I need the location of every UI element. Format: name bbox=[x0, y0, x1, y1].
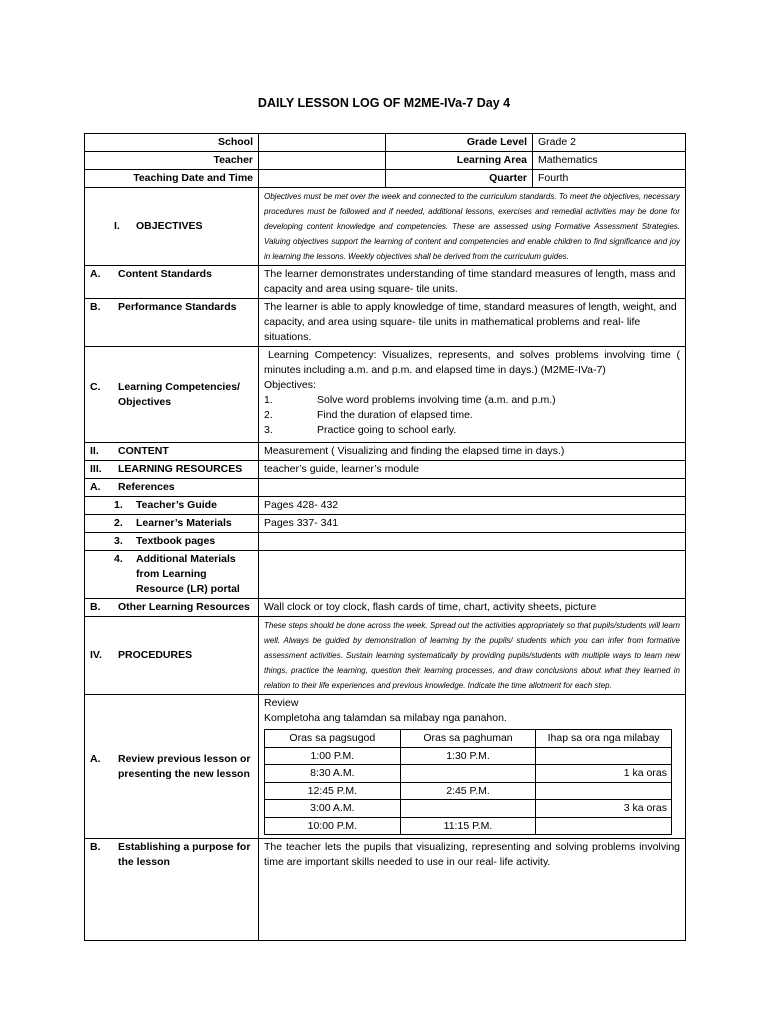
content-standards-row bbox=[85, 266, 686, 299]
performance-standards-number: B. bbox=[90, 301, 101, 313]
learning-resources-number: III. bbox=[90, 463, 102, 475]
elapsed-time-header-row bbox=[265, 730, 672, 748]
start-time-cell: 12:45 P.M. bbox=[265, 782, 401, 800]
start-time-cell: 10:00 P.M. bbox=[265, 817, 401, 835]
school-value bbox=[259, 134, 386, 152]
purpose-text: The teacher lets the pupils that visualizing, representing and solving problems involving time are important skills needed to use in our real- life activity. bbox=[259, 839, 686, 941]
quarter-value: Fourth bbox=[533, 170, 686, 188]
grade-level-label: Grade Level bbox=[386, 134, 533, 152]
references-number: A. bbox=[90, 481, 101, 493]
objectives-number: I. bbox=[114, 220, 120, 232]
competencies-row bbox=[85, 347, 686, 443]
objective-item-text: Solve word problems involving time (a.m. and p.m.) bbox=[317, 394, 556, 406]
lesson-log-table bbox=[84, 133, 686, 941]
reference-number: 1. bbox=[114, 499, 123, 511]
other-resources-number: B. bbox=[90, 601, 101, 613]
page-title: DAILY LESSON LOG OF M2ME-IVa-7 Day 4 bbox=[257, 96, 511, 110]
header-row-teacher bbox=[85, 152, 686, 170]
reference-number: 3. bbox=[114, 535, 123, 547]
competencies-label bbox=[85, 347, 259, 443]
teaching-date-label: Teaching Date and Time bbox=[85, 170, 259, 188]
reference-heading: Textbook pages bbox=[136, 535, 216, 547]
learning-area-value: Mathematics bbox=[533, 152, 686, 170]
learning-resources-text: teacher’s guide, learner’s module bbox=[259, 461, 686, 479]
start-time-cell: 1:00 P.M. bbox=[265, 747, 401, 765]
reference-label bbox=[85, 533, 259, 551]
reference-number: 2. bbox=[114, 517, 123, 529]
objectives-list-label: Objectives: bbox=[264, 379, 316, 391]
purpose-number: B. bbox=[90, 841, 101, 853]
competencies-content bbox=[259, 347, 686, 443]
column-header-end: Oras sa paghuman bbox=[400, 730, 536, 748]
end-time-cell bbox=[400, 800, 536, 818]
elapsed-cell bbox=[536, 747, 672, 765]
quarter-label: Quarter bbox=[386, 170, 533, 188]
reference-value bbox=[259, 551, 686, 599]
references-value bbox=[259, 479, 686, 497]
school-label: School bbox=[85, 134, 259, 152]
reference-label bbox=[85, 551, 259, 599]
reference-value: Pages 428- 432 bbox=[259, 497, 686, 515]
additional-materials-line1: Additional Materials bbox=[136, 553, 236, 565]
learning-resources-heading: LEARNING RESOURCES bbox=[118, 463, 243, 475]
objective-item bbox=[264, 393, 680, 408]
competencies-heading bbox=[118, 380, 240, 410]
elapsed-cell: 3 ka oras bbox=[536, 800, 672, 818]
content-standards-heading: Content Standards bbox=[118, 268, 212, 280]
reference-label bbox=[85, 497, 259, 515]
header-row-date bbox=[85, 170, 686, 188]
end-time-cell: 11:15 P.M. bbox=[400, 817, 536, 835]
content-standards-number: A. bbox=[90, 268, 101, 280]
objective-item bbox=[264, 408, 680, 423]
reference-value: Pages 337- 341 bbox=[259, 515, 686, 533]
review-heading-line2: presenting the new lesson bbox=[118, 767, 250, 780]
review-title: Review bbox=[264, 697, 299, 709]
objective-item-number: 2. bbox=[264, 409, 273, 421]
header-row-school bbox=[85, 134, 686, 152]
objective-item-text: Practice going to school early. bbox=[317, 424, 457, 436]
procedures-label bbox=[85, 617, 259, 695]
start-time-cell: 3:00 A.M. bbox=[265, 800, 401, 818]
content-standards-text: The learner demonstrates understanding of time standard measures of length, mass and capacity and area using square- tile units. bbox=[259, 266, 686, 299]
competencies-number: C. bbox=[90, 380, 101, 393]
teaching-date-value bbox=[259, 170, 386, 188]
grade-level-value: Grade 2 bbox=[533, 134, 686, 152]
competency-text: Learning Competency: Visualizes, represents, and solves problems involving time ( minutes including a.m. and p.m. and elapsed time in days.) (M2ME-IVa-7) bbox=[264, 349, 680, 376]
table-row bbox=[265, 765, 672, 783]
content-heading: CONTENT bbox=[118, 445, 169, 457]
objectives-row bbox=[85, 188, 686, 266]
performance-standards-text: The learner is able to apply knowledge of time, standard measures of length, weight, and capacity, and area using square- tile units in mathematical problems and real- life situations. bbox=[259, 299, 686, 347]
elapsed-time-table bbox=[264, 729, 672, 835]
competencies-heading-line2: Objectives bbox=[118, 395, 172, 408]
additional-materials-line2: from Learning bbox=[136, 568, 207, 580]
learning-resources-row bbox=[85, 461, 686, 479]
purpose-heading bbox=[118, 840, 250, 870]
objectives-heading: OBJECTIVES bbox=[136, 220, 203, 232]
purpose-label bbox=[85, 839, 259, 941]
purpose-heading-line2: the lesson bbox=[118, 856, 170, 868]
content-text: Measurement ( Visualizing and finding the elapsed time in days.) bbox=[259, 443, 686, 461]
learning-resources-label bbox=[85, 461, 259, 479]
procedures-row bbox=[85, 617, 686, 695]
start-time-cell: 8:30 A.M. bbox=[265, 765, 401, 783]
procedures-note: These steps should be done across the week. Spread out the activities appropriately so that pupils/students will learn well. Always be guided by demonstration of learning by the pupils/ students which you can infer from formative assessment activities. Sustain learning systematically by providing pupils/students with multiple ways to learn new things, practice the learning, question their learning processes, and draw conclusions about what they learned in relation to their life experiences and previous knowledge. Indicate the time allotment for each step. bbox=[259, 617, 686, 695]
review-label bbox=[85, 695, 259, 839]
objective-item-number: 1. bbox=[264, 394, 273, 406]
reference-heading: Teacher’s Guide bbox=[136, 499, 217, 511]
review-heading bbox=[118, 752, 250, 782]
content-row bbox=[85, 443, 686, 461]
performance-standards-row bbox=[85, 299, 686, 347]
table-row bbox=[265, 817, 672, 835]
objective-item bbox=[264, 423, 680, 438]
end-time-cell: 2:45 P.M. bbox=[400, 782, 536, 800]
references-label bbox=[85, 479, 259, 497]
reference-value bbox=[259, 533, 686, 551]
review-heading-line1: Review previous lesson or bbox=[118, 752, 251, 765]
other-resources-row bbox=[85, 599, 686, 617]
column-header-start: Oras sa pagsugod bbox=[265, 730, 401, 748]
elapsed-cell bbox=[536, 782, 672, 800]
reference-label bbox=[85, 515, 259, 533]
procedures-heading: PROCEDURES bbox=[118, 649, 193, 661]
objective-item-number: 3. bbox=[264, 424, 273, 436]
objectives-label bbox=[85, 188, 259, 266]
reference-heading bbox=[136, 552, 240, 597]
elapsed-cell bbox=[536, 817, 672, 835]
end-time-cell: 1:30 P.M. bbox=[400, 747, 536, 765]
performance-standards-label bbox=[85, 299, 259, 347]
teacher-label: Teacher bbox=[85, 152, 259, 170]
table-row bbox=[265, 747, 672, 765]
reference-row-textbook-pages bbox=[85, 533, 686, 551]
content-label bbox=[85, 443, 259, 461]
objective-item-text: Find the duration of elapsed time. bbox=[317, 409, 473, 421]
other-resources-label bbox=[85, 599, 259, 617]
content-standards-label bbox=[85, 266, 259, 299]
additional-materials-line3: Resource (LR) portal bbox=[136, 583, 240, 595]
other-resources-heading: Other Learning Resources bbox=[118, 601, 250, 613]
references-row bbox=[85, 479, 686, 497]
purpose-heading-line1: Establishing a purpose for bbox=[118, 841, 251, 853]
reference-row-additional-materials bbox=[85, 551, 686, 599]
reference-heading: Learner’s Materials bbox=[136, 517, 232, 529]
table-row bbox=[265, 800, 672, 818]
column-header-elapsed: Ihap sa ora nga milabay bbox=[536, 730, 672, 748]
purpose-row bbox=[85, 839, 686, 941]
competencies-heading-line1: Learning Competencies/ bbox=[118, 380, 240, 393]
other-resources-text: Wall clock or toy clock, flash cards of time, chart, activity sheets, picture bbox=[259, 599, 686, 617]
reference-row-learners-materials bbox=[85, 515, 686, 533]
review-row bbox=[85, 695, 686, 839]
end-time-cell bbox=[400, 765, 536, 783]
learning-area-label: Learning Area bbox=[386, 152, 533, 170]
review-number: A. bbox=[90, 752, 101, 765]
reference-row-teachers-guide bbox=[85, 497, 686, 515]
procedures-number: IV. bbox=[90, 649, 102, 661]
table-row bbox=[265, 782, 672, 800]
review-instruction: Kompletoha ang talamdan sa milabay nga panahon. bbox=[264, 712, 507, 724]
performance-standards-heading: Performance Standards bbox=[118, 301, 237, 313]
review-content bbox=[259, 695, 686, 839]
references-heading: References bbox=[118, 481, 175, 493]
reference-number: 4. bbox=[114, 553, 123, 565]
elapsed-cell: 1 ka oras bbox=[536, 765, 672, 783]
objectives-note: Objectives must be met over the week and connected to the curriculum standards. To meet the objectives, necessary procedures must be followed and if needed, additional lessons, exercises and remedial activities may be done for developing content knowledge and competencies. These are assessed using Formative Assessment Strategies. Valuing objectives support the learning of content and competencies and enable children to find significance and joy in learning the lessons. Weekly objectives shall be derived from the curriculum guides. bbox=[259, 188, 686, 266]
teacher-value bbox=[259, 152, 386, 170]
content-number: II. bbox=[90, 445, 99, 457]
